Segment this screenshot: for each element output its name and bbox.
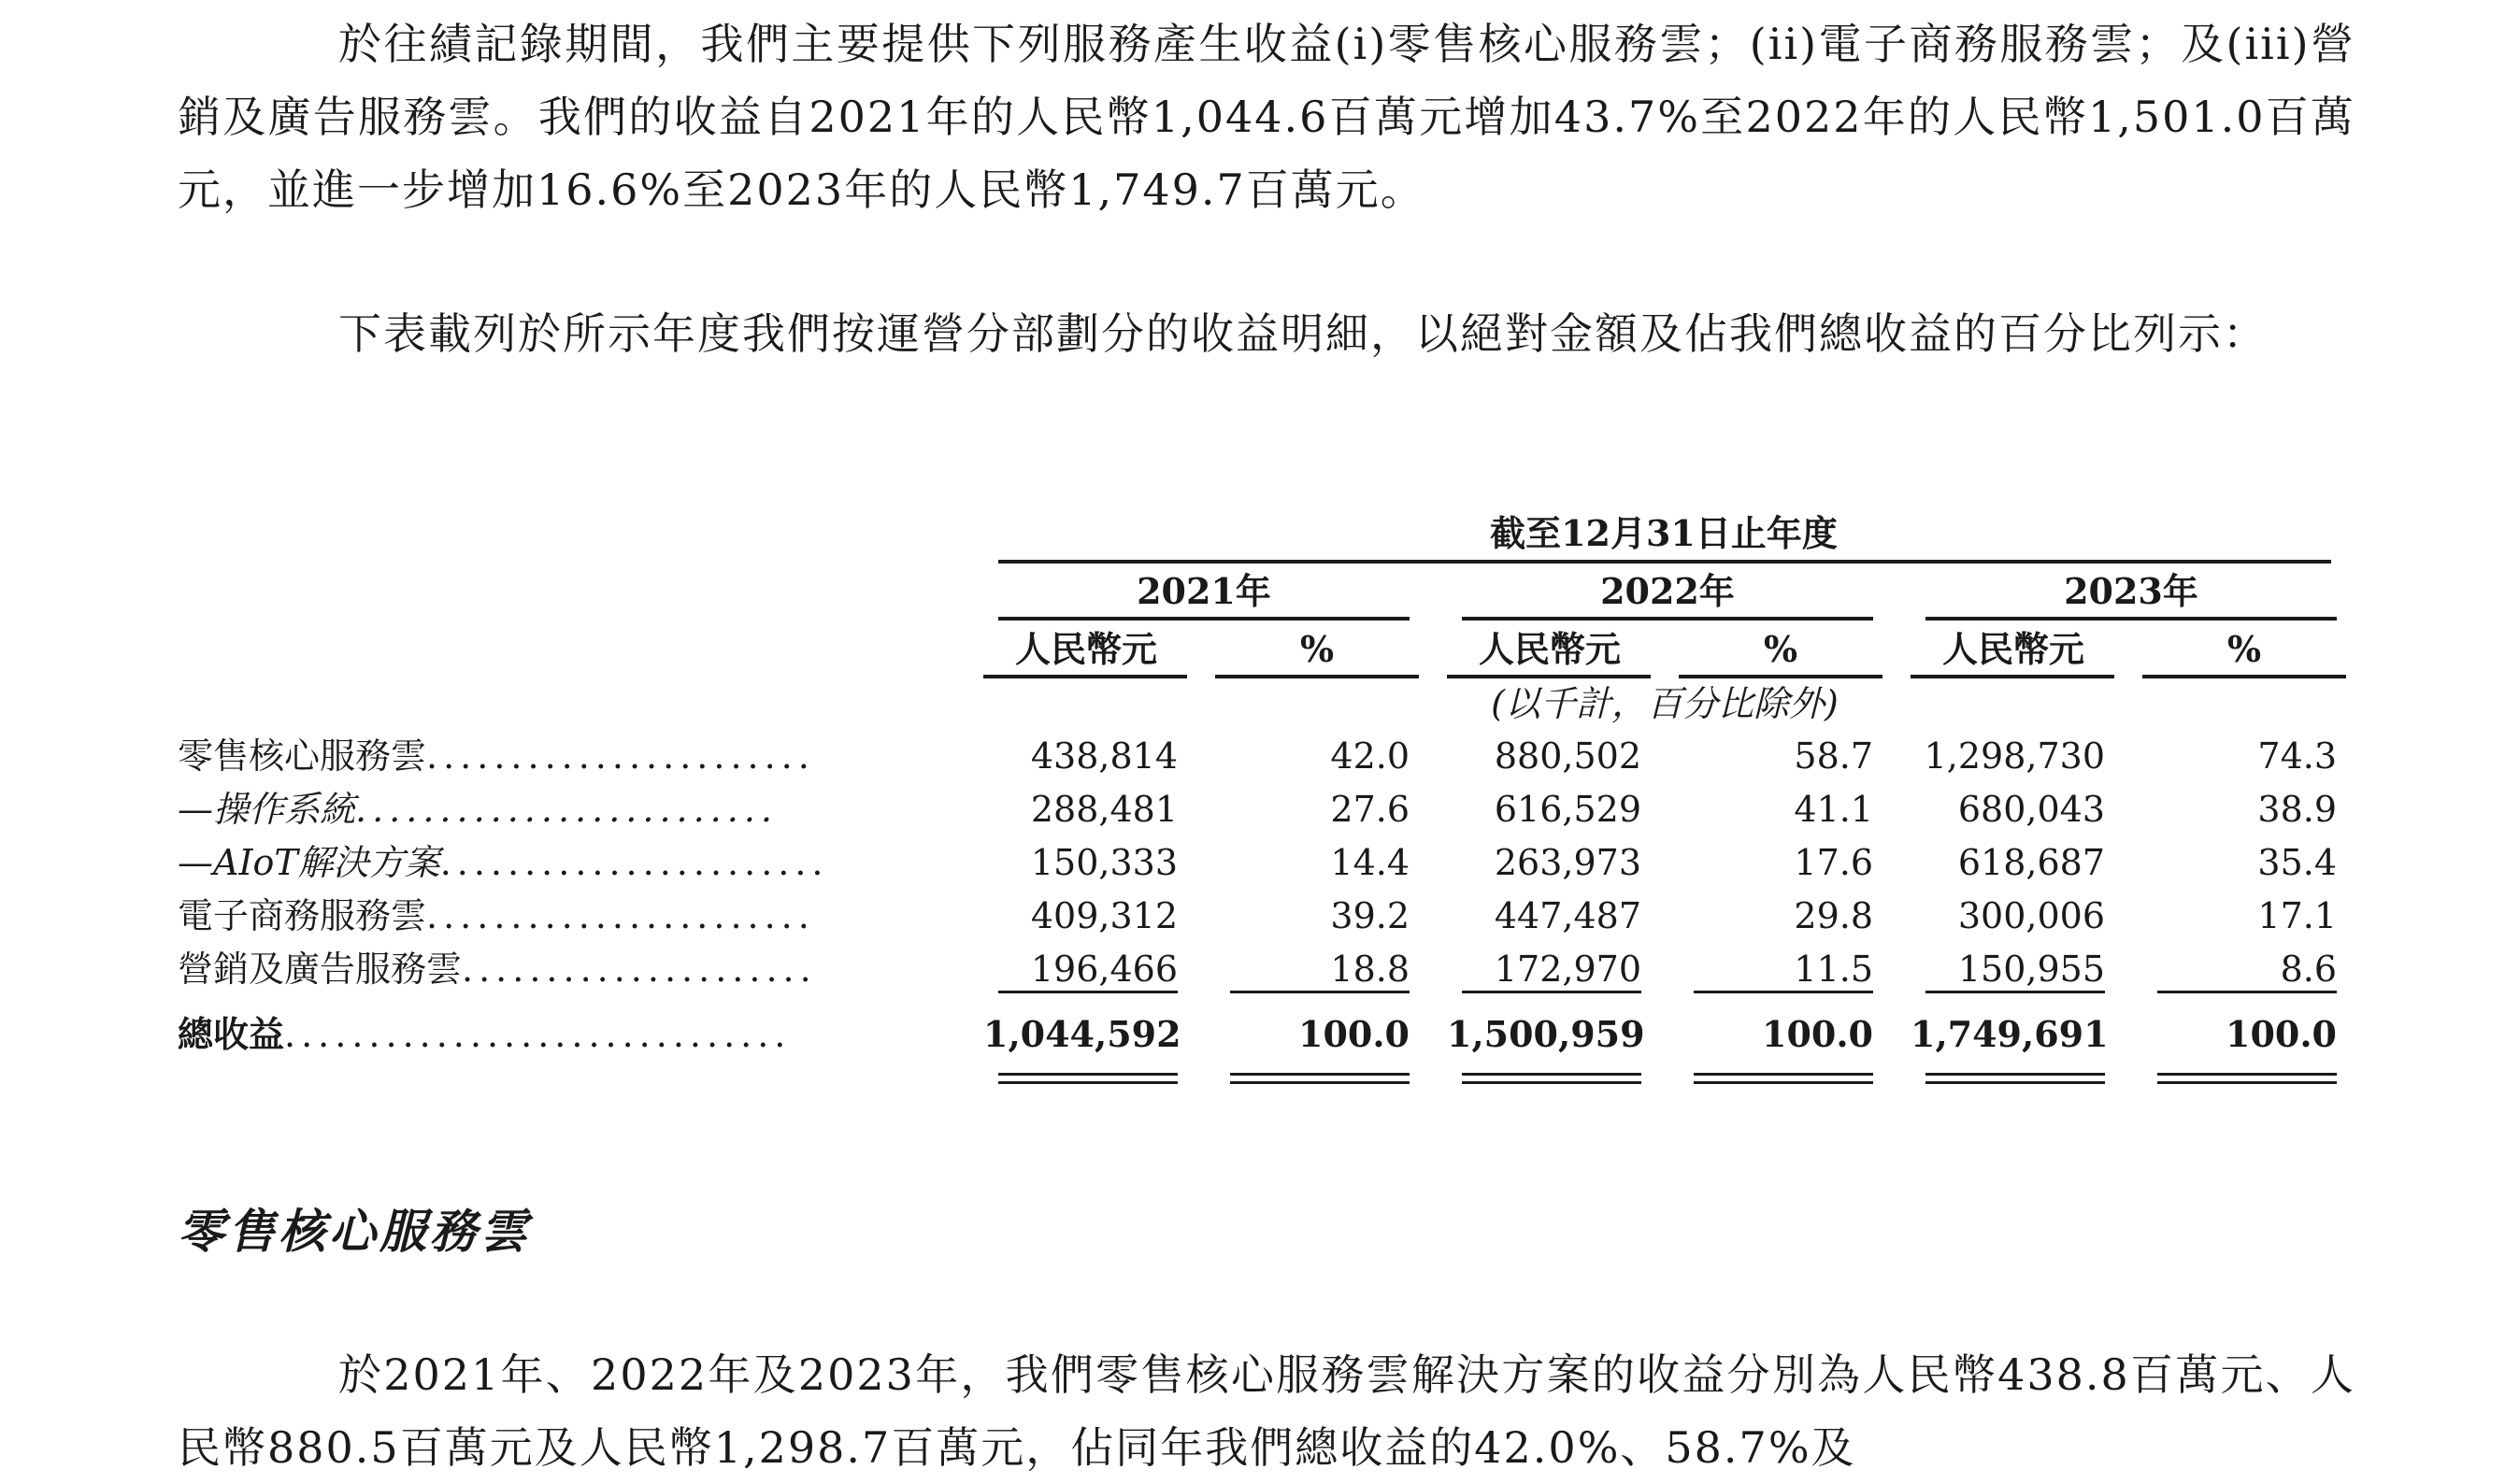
row-label-retail-core: 零售核心服務雲....................... (178, 735, 815, 777)
subtotal-rule (1925, 991, 2105, 993)
row-label-os: —操作系統......................... (178, 789, 778, 830)
cell: 58.7 (1794, 735, 1873, 777)
sub-rule-amount-2021 (983, 675, 1187, 678)
period-header-rule (998, 560, 2331, 564)
row-label-text: —AIoT解決方案 (178, 842, 440, 883)
subtotal-rule (998, 991, 1178, 993)
cell: 616,529 (1494, 789, 1641, 830)
row-label-marketing: 營銷及廣告服務雲..................... (178, 949, 817, 990)
intro-paragraph: 於往績記錄期間，我們主要提供下列服務產生收益(i)零售核心服務雲；(ii)電子商務服務雲；及(iii)營銷及廣告服務雲。我們的收益自2021年的人民幣1,044.6百萬元增加43.7%至2022年的人民幣1,501.0百萬元，並進一步增加16.6%至2023年的人民幣1,749.7百萬元。 (178, 19, 2355, 215)
cell: 38.9 (2257, 789, 2337, 830)
cell-total: 1,500,959 (1447, 1013, 1645, 1055)
row-label-text: —操作系統 (178, 789, 356, 830)
row-label-text: 營銷及廣告服務雲 (178, 949, 463, 990)
cell: 880,502 (1494, 735, 1641, 777)
total-double-rule (2157, 1073, 2337, 1084)
row-label-total: 總收益.............................. (178, 1013, 792, 1055)
row-label-text: 電子商務服務雲 (178, 895, 427, 936)
subtotal-rule (1462, 991, 1641, 993)
sub-rule-percent-2022 (1679, 675, 1882, 678)
sub-rule-percent-2021 (1215, 675, 1419, 678)
percent-header-2023: % (2226, 628, 2262, 670)
row-label-ecommerce: 電子商務服務雲....................... (178, 895, 815, 936)
cell: 300,006 (1957, 895, 2105, 936)
total-double-rule (1462, 1073, 1641, 1084)
subtotal-rule (2157, 991, 2337, 993)
row-label-text: 總收益 (178, 1013, 285, 1055)
sub-rule-percent-2023 (2142, 675, 2346, 678)
cell: 447,487 (1494, 895, 1641, 936)
cell: 8.6 (2280, 949, 2337, 990)
unit-note: (以千計，百分比除外) (1491, 683, 1839, 724)
total-double-rule (1230, 1073, 1410, 1084)
cell-total: 100.0 (1298, 1013, 1410, 1055)
cell: 42.0 (1330, 735, 1410, 777)
cell: 680,043 (1957, 789, 2105, 830)
period-header: 截至12月31日止年度 (1490, 512, 1838, 554)
cell: 18.8 (1330, 949, 1410, 990)
cell: 14.4 (1330, 842, 1410, 883)
year-rule-2022 (1462, 617, 1873, 621)
subtotal-rule (1694, 991, 1873, 993)
sub-rule-amount-2023 (1911, 675, 2114, 678)
cell: 150,333 (1030, 842, 1178, 883)
percent-header-2022: % (1763, 628, 1798, 670)
cell: 39.2 (1330, 895, 1410, 936)
cell: 196,466 (1030, 949, 1178, 990)
cell: 17.1 (2257, 895, 2337, 936)
cell: 438,814 (1030, 735, 1178, 777)
row-label-text: 零售核心服務雲 (178, 735, 427, 777)
year-header-2022: 2022年 (1600, 570, 1735, 612)
cell: 150,955 (1957, 949, 2105, 990)
year-rule-2021 (998, 617, 1410, 621)
year-rule-2023 (1925, 617, 2337, 621)
cell: 29.8 (1794, 895, 1873, 936)
percent-header-2021: % (1299, 628, 1335, 670)
subtotal-rule (1230, 991, 1410, 993)
cell: 172,970 (1494, 949, 1641, 990)
amount-header-2021: 人民幣元 (1015, 628, 1158, 670)
cell: 27.6 (1330, 789, 1410, 830)
amount-header-2023: 人民幣元 (1942, 628, 2085, 670)
year-header-2023: 2023年 (2064, 570, 2198, 612)
cell: 288,481 (1030, 789, 1178, 830)
cell: 1,298,730 (1924, 735, 2105, 777)
total-double-rule (998, 1073, 1178, 1084)
cell: 41.1 (1794, 789, 1873, 830)
cell: 17.6 (1794, 842, 1873, 883)
cell-total: 1,749,691 (1911, 1013, 2109, 1055)
table-intro-paragraph: 下表載列於所示年度我們按運營分部劃分的收益明細，以絕對金額及佔我們總收益的百分比列示： (338, 308, 2268, 359)
year-header-2021: 2021年 (1137, 570, 1271, 612)
sub-rule-amount-2022 (1447, 675, 1651, 678)
section-paragraph: 於2021年、2022年及2023年，我們零售核心服務雲解決方案的收益分別為人民幣438.8百萬元、人民幣880.5百萬元及人民幣1,298.7百萬元，佔同年我們總收益的42.0%、58.7%及 (178, 1349, 2355, 1473)
cell-total: 1,044,592 (983, 1013, 1181, 1055)
cell: 11.5 (1794, 949, 1873, 990)
cell: 35.4 (2257, 842, 2337, 883)
cell: 409,312 (1030, 895, 1178, 936)
cell-total: 100.0 (1762, 1013, 1873, 1055)
amount-header-2022: 人民幣元 (1479, 628, 1622, 670)
total-double-rule (1694, 1073, 1873, 1084)
cell: 263,973 (1494, 842, 1641, 883)
cell: 618,687 (1957, 842, 2105, 883)
section-heading: 零售核心服務雲 (178, 1204, 531, 1259)
row-label-aiot: —AIoT解決方案....................... (178, 842, 829, 883)
cell-total: 100.0 (2226, 1013, 2337, 1055)
cell: 74.3 (2257, 735, 2337, 777)
total-double-rule (1925, 1073, 2105, 1084)
